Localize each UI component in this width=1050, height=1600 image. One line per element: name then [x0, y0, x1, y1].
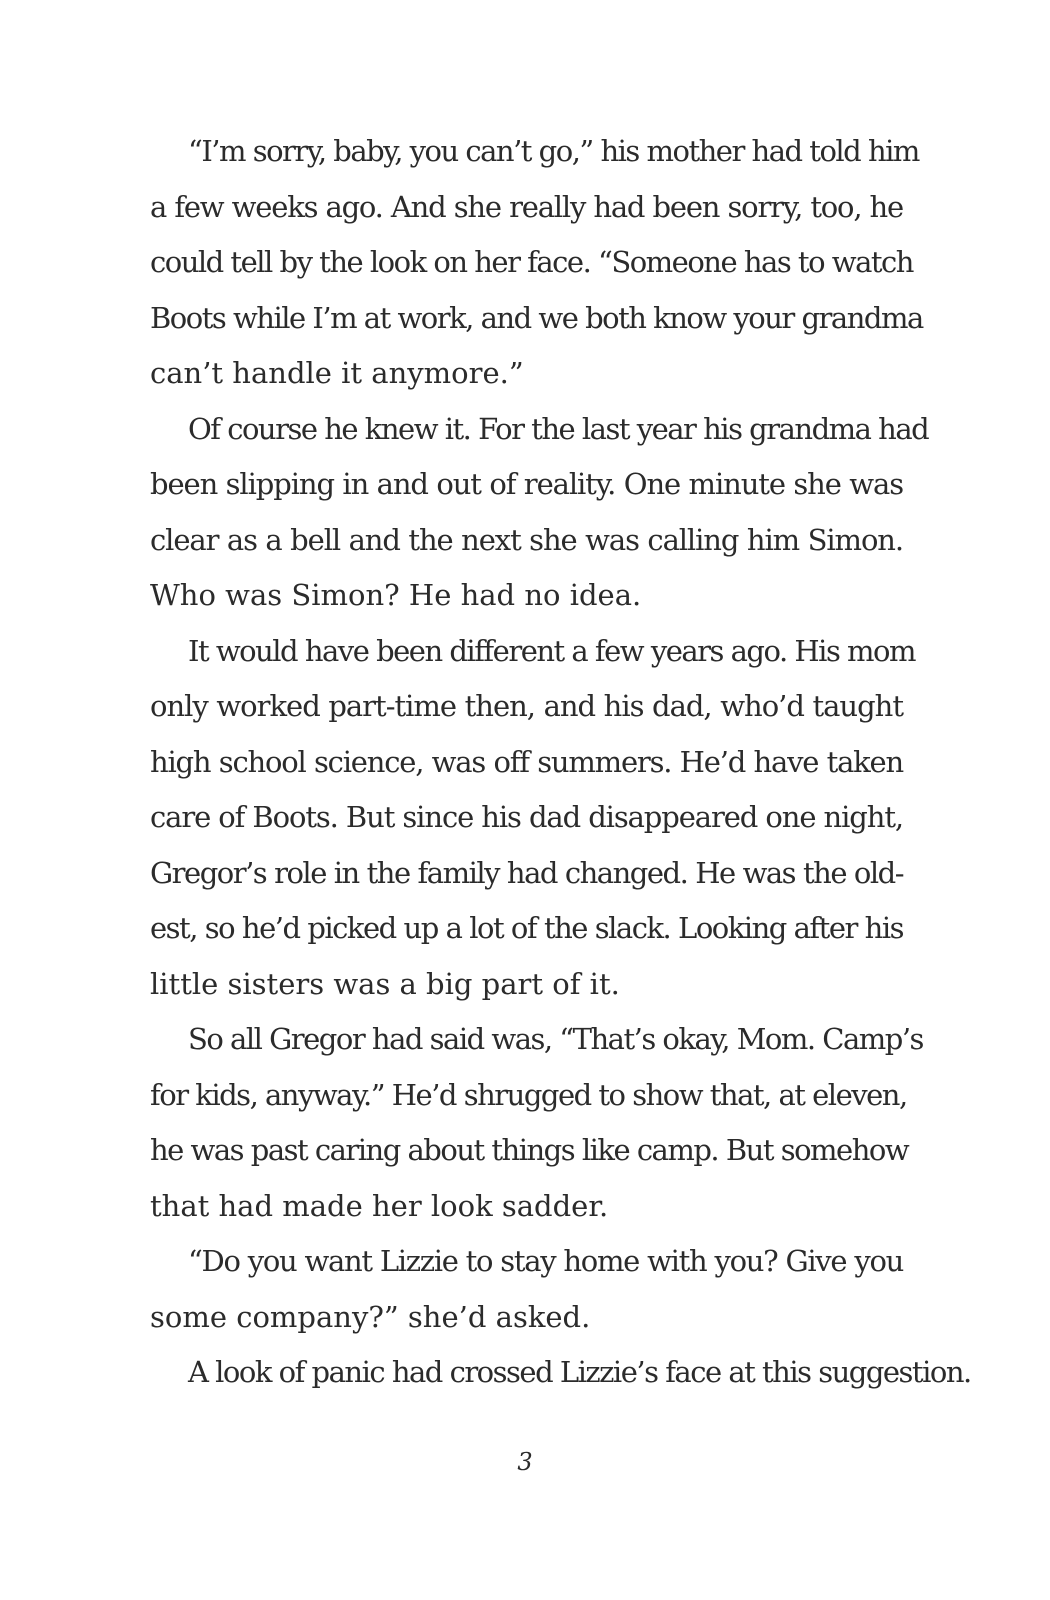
- text-line: care of Boots. But since his dad disappeared one night,: [150, 800, 903, 834]
- text-line: It would have been different a few years ago. His mom: [188, 633, 916, 668]
- text-line: Of course he knew it. For the last year his grandma had: [188, 411, 929, 446]
- text-line: A look of panic had crossed Lizzie’s face at this suggestion.: [188, 1355, 971, 1389]
- text-line: est, so he’d picked up a lot of the slack. Looking after his: [150, 911, 903, 945]
- paragraph: [150, 1012, 923, 1234]
- text-line: clear as a bell and the next she was calling him Simon.: [150, 522, 903, 557]
- text-line: a few weeks ago. And she really had been sorry, too, he: [150, 189, 903, 224]
- page-number: 3: [517, 1448, 533, 1476]
- paragraph: [150, 1234, 903, 1345]
- text-line: “Do you want Lizzie to stay home with you? Give you: [188, 1244, 903, 1278]
- body-text: [150, 124, 971, 1401]
- text-line: So all Gregor had said was, “That’s okay, Mom. Camp’s: [188, 1022, 923, 1056]
- text-line: Boots while I’m at work, and we both know your grandma: [150, 300, 923, 335]
- text-line: that had made her look sadder.: [150, 1188, 609, 1223]
- text-line: Who was Simon? He had no idea.: [150, 578, 642, 612]
- text-line: he was past caring about things like camp. But somehow: [150, 1133, 909, 1167]
- text-line: high school science, was off summers. He’d have taken: [150, 744, 903, 779]
- text-line: “I’m sorry, baby, you can’t go,” his mother had told him: [188, 134, 919, 168]
- paragraph: [150, 624, 916, 1013]
- paragraph: [150, 1345, 971, 1401]
- text-line: can’t handle it anymore.”: [150, 356, 524, 390]
- text-line: little sisters was a big part of it.: [150, 966, 620, 1001]
- text-line: Gregor’s role in the family had changed. He was the old-: [150, 855, 903, 890]
- text-line: been slipping in and out of reality. One minute she was: [150, 467, 903, 501]
- paragraph: [150, 402, 929, 624]
- text-line: some company?” she’d asked.: [150, 1299, 591, 1334]
- text-line: for kids, anyway.” He’d shrugged to show that, at eleven,: [150, 1077, 907, 1112]
- paragraph: [150, 124, 923, 402]
- text-line: could tell by the look on her face. “Someone has to watch: [150, 245, 913, 279]
- text-line: only worked part-time then, and his dad, who’d taught: [150, 689, 903, 723]
